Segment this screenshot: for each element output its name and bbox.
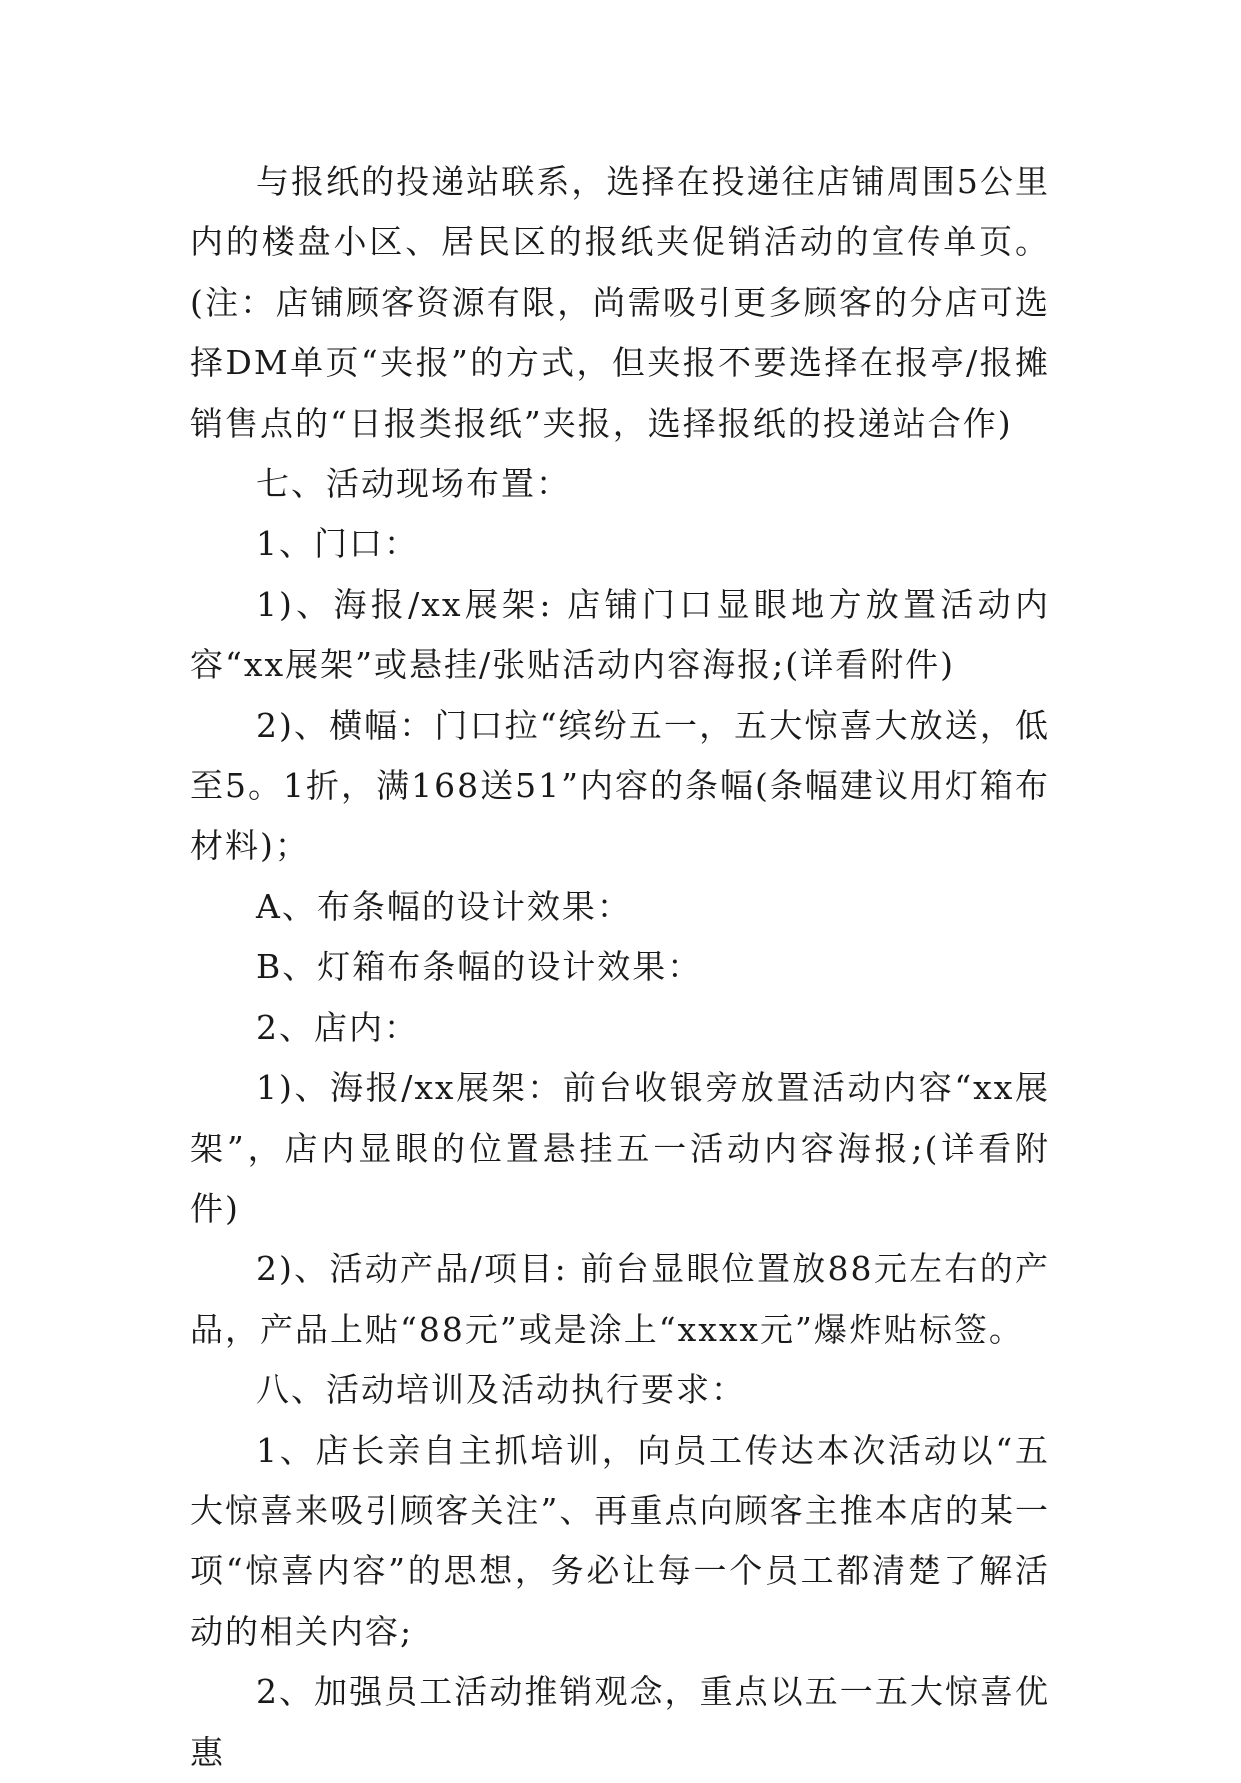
- paragraph-lightbox-banner: B、灯箱布条幅的设计效果：: [256, 947, 703, 987]
- section-heading-8: 八、活动培训及活动执行要求：: [256, 1370, 746, 1410]
- paragraph-newspaper-insert: 与报纸的投递站联系，选择在投递往店铺周围5公里内的楼盘小区、居民区的报纸夹促销活动的宣传单页。(注：店铺顾客资源有限，尚需吸引更多顾客的分店可选择DM单页“夹报”的方式，但夹报不要选择在报亭/报摊销售点的“日报类报纸”夹报，选择报纸的投递站合作): [190, 162, 1050, 443]
- paragraph-in-store-poster: 1)、海报/xx展架：前台收银旁放置活动内容“xx展架”，店内显眼的位置悬挂五一活动内容海报;(详看附件): [190, 1068, 1050, 1228]
- subheading-in-store: 2、店内：: [256, 1007, 419, 1047]
- subheading-entrance: 1、门口：: [256, 524, 419, 564]
- paragraph-entrance-poster: 1)、海报/xx展架: 店铺门口显眼地方放置活动内容“xx展架”或悬挂/张贴活动内容海报;(详看附件): [190, 584, 1050, 685]
- paragraph-training-1: 1、店长亲自主抓培训，向员工传达本次活动以“五大惊喜来吸引顾客关注”、再重点向顾客主推本店的某一项“惊喜内容”的思想，务必让每一个员工都清楚了解活动的相关内容;: [190, 1430, 1050, 1651]
- paragraph-in-store-products: 2)、活动产品/项目: 前台显眼位置放88元左右的产品，产品上贴“88元”或是涂上“xxxx元”爆炸贴标签。: [190, 1249, 1050, 1349]
- paragraph-cloth-banner: A、布条幅的设计效果：: [256, 886, 632, 926]
- section-heading-7: 七、活动现场布置：: [256, 464, 571, 504]
- document-body: [190, 152, 1050, 1783]
- paragraph-training-2: 2、加强员工活动推销观念，重点以五一五大惊喜优惠: [190, 1672, 1050, 1772]
- paragraph-entrance-banner: 2)、横幅：门口拉“缤纷五一，五大惊喜大放送，低至5。1折，满168送51”内容的条幅(条幅建议用灯箱布材料)；: [190, 705, 1050, 866]
